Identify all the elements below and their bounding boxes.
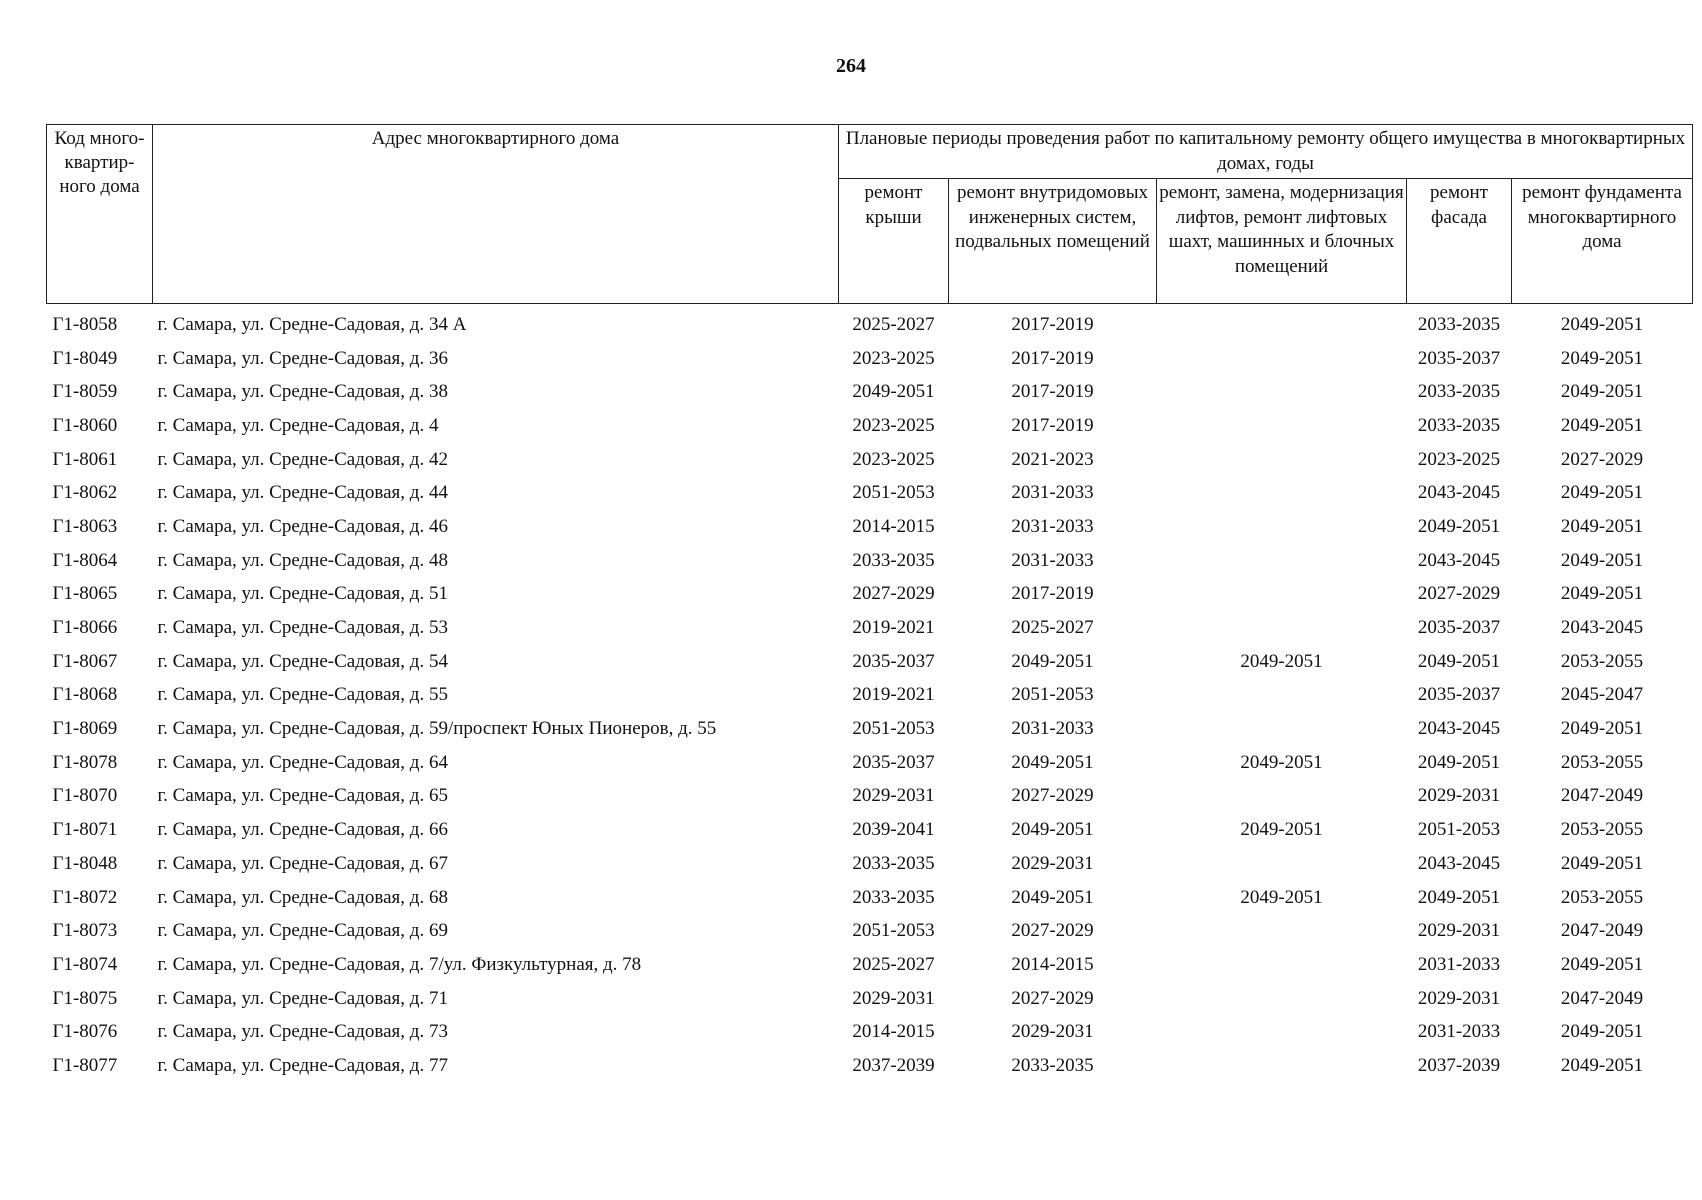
engineering-period: 2033-2035 — [1011, 1054, 1094, 1076]
table-row — [47, 544, 1693, 578]
elevators-period — [1157, 982, 1407, 1016]
house-code: Г1-8060 — [52, 414, 118, 436]
header-facade: ремонт фасада — [1407, 179, 1512, 304]
foundation-period: 2049-2051 — [1560, 1054, 1644, 1076]
elevators-period: 2049-2051 — [1240, 751, 1323, 773]
house-code: Г1-8059 — [52, 381, 118, 403]
header-foundation: ремонт фундамента многоквартирного дома — [1512, 179, 1693, 304]
facade-period: 2031-2033 — [1417, 1021, 1501, 1043]
facade-period: 2031-2033 — [1417, 953, 1501, 975]
house-address: г. Самара, ул. Средне-Садовая, д. 67 — [157, 852, 448, 874]
roof-period: 2029-2031 — [852, 987, 935, 1009]
roof-period: 2033-2035 — [852, 852, 935, 874]
house-address: г. Самара, ул. Средне-Садовая, д. 54 — [157, 650, 448, 672]
table-row — [47, 1049, 1693, 1083]
table-row — [47, 982, 1693, 1016]
house-address: г. Самара, ул. Средне-Садовая, д. 55 — [157, 684, 448, 706]
foundation-period: 2049-2051 — [1560, 549, 1644, 571]
facade-period: 2037-2039 — [1417, 1054, 1501, 1076]
roof-period: 2033-2035 — [852, 886, 935, 908]
foundation-period: 2047-2049 — [1560, 987, 1644, 1009]
house-code: Г1-8071 — [52, 819, 118, 841]
table-row — [47, 409, 1693, 443]
elevators-period — [1157, 1015, 1407, 1049]
house-address: г. Самара, ул. Средне-Садовая, д. 38 — [157, 381, 448, 403]
house-address: г. Самара, ул. Средне-Садовая, д. 36 — [157, 347, 448, 369]
engineering-period: 2049-2051 — [1011, 886, 1094, 908]
capital-repair-table — [46, 124, 1693, 1083]
elevators-period — [1157, 544, 1407, 578]
facade-period: 2029-2031 — [1417, 987, 1501, 1009]
roof-period: 2039-2041 — [852, 819, 935, 841]
house-address: г. Самара, ул. Средне-Садовая, д. 4 — [157, 414, 439, 436]
elevators-period — [1157, 847, 1407, 881]
house-address: г. Самара, ул. Средне-Садовая, д. 68 — [157, 886, 448, 908]
elevators-period — [1157, 780, 1407, 814]
foundation-period: 2049-2051 — [1560, 1021, 1644, 1043]
facade-period: 2051-2053 — [1417, 819, 1501, 841]
roof-period: 2051-2053 — [852, 718, 935, 740]
engineering-period: 2029-2031 — [1011, 852, 1094, 874]
house-address: г. Самара, ул. Средне-Садовая, д. 7/ул. Физкультурная, д. 78 — [157, 953, 642, 975]
foundation-period: 2049-2051 — [1560, 953, 1644, 975]
facade-period: 2035-2037 — [1417, 684, 1501, 706]
facade-period: 2027-2029 — [1417, 583, 1501, 605]
house-address: г. Самара, ул. Средне-Садовая, д. 44 — [157, 482, 448, 504]
table-row — [47, 645, 1693, 679]
engineering-period: 2017-2019 — [1011, 313, 1094, 335]
roof-period: 2029-2031 — [852, 785, 935, 807]
roof-period: 2051-2053 — [852, 920, 935, 942]
elevators-period — [1157, 510, 1407, 544]
table-row — [47, 780, 1693, 814]
engineering-period: 2027-2029 — [1011, 920, 1094, 942]
facade-period: 2043-2045 — [1417, 718, 1501, 740]
facade-period: 2029-2031 — [1417, 785, 1501, 807]
elevators-period — [1157, 948, 1407, 982]
elevators-period — [1157, 914, 1407, 948]
house-address: г. Самара, ул. Средне-Садовая, д. 69 — [157, 920, 448, 942]
house-code: Г1-8068 — [52, 684, 118, 706]
roof-period: 2014-2015 — [852, 515, 935, 537]
facade-period: 2049-2051 — [1417, 515, 1501, 537]
house-code: Г1-8067 — [52, 650, 118, 672]
facade-period: 2033-2035 — [1417, 381, 1501, 403]
elevators-period — [1157, 443, 1407, 477]
facade-period: 2049-2051 — [1417, 751, 1501, 773]
roof-period: 2025-2027 — [852, 313, 935, 335]
house-code: Г1-8069 — [52, 718, 118, 740]
foundation-period: 2053-2055 — [1560, 650, 1644, 672]
engineering-period: 2029-2031 — [1011, 1021, 1094, 1043]
page-number: 264 — [836, 55, 866, 77]
house-address: г. Самара, ул. Средне-Садовая, д. 64 — [157, 751, 448, 773]
house-code: Г1-8074 — [52, 953, 118, 975]
header-engineering: ремонт внутридомовых инженерных систем, подвальных помещений — [949, 179, 1157, 304]
engineering-period: 2025-2027 — [1011, 617, 1094, 639]
table-row — [47, 342, 1693, 376]
table-row — [47, 578, 1693, 612]
house-code: Г1-8072 — [52, 886, 118, 908]
table-row — [47, 746, 1693, 780]
engineering-period: 2017-2019 — [1011, 414, 1094, 436]
engineering-period: 2031-2033 — [1011, 549, 1094, 571]
foundation-period: 2049-2051 — [1560, 852, 1644, 874]
table-row — [47, 611, 1693, 645]
facade-period: 2049-2051 — [1417, 886, 1501, 908]
engineering-period: 2049-2051 — [1011, 650, 1094, 672]
house-code: Г1-8049 — [52, 347, 118, 369]
foundation-period: 2053-2055 — [1560, 886, 1644, 908]
engineering-period: 2049-2051 — [1011, 751, 1094, 773]
elevators-period — [1157, 476, 1407, 510]
house-address: г. Самара, ул. Средне-Садовая, д. 66 — [157, 819, 448, 841]
header-code: Код много-квартир-ного дома — [47, 125, 153, 304]
elevators-period: 2049-2051 — [1240, 650, 1323, 672]
facade-period: 2043-2045 — [1417, 549, 1501, 571]
facade-period: 2043-2045 — [1417, 852, 1501, 874]
roof-period: 2019-2021 — [852, 617, 935, 639]
header-roof: ремонт крыши — [839, 179, 949, 304]
facade-period: 2043-2045 — [1417, 482, 1501, 504]
roof-period: 2023-2025 — [852, 414, 935, 436]
table-row — [47, 813, 1693, 847]
house-address: г. Самара, ул. Средне-Садовая, д. 71 — [157, 987, 448, 1009]
house-code: Г1-8048 — [52, 852, 118, 874]
facade-period: 2033-2035 — [1417, 414, 1501, 436]
header-elevators: ремонт, замена, модернизация лифтов, ремонт лифтовых шахт, машинных и блочных помещений — [1157, 179, 1407, 304]
foundation-period: 2049-2051 — [1560, 313, 1644, 335]
house-address: г. Самара, ул. Средне-Садовая, д. 42 — [157, 448, 448, 470]
roof-period: 2051-2053 — [852, 482, 935, 504]
house-address: г. Самара, ул. Средне-Садовая, д. 53 — [157, 617, 448, 639]
elevators-period — [1157, 712, 1407, 746]
table-row — [47, 914, 1693, 948]
elevators-period — [1157, 409, 1407, 443]
house-code: Г1-8063 — [52, 515, 118, 537]
elevators-period — [1157, 342, 1407, 376]
elevators-period — [1157, 611, 1407, 645]
elevators-period — [1157, 578, 1407, 612]
roof-period: 2023-2025 — [852, 347, 935, 369]
engineering-period: 2017-2019 — [1011, 381, 1094, 403]
facade-period: 2049-2051 — [1417, 650, 1501, 672]
house-address: г. Самара, ул. Средне-Садовая, д. 34 А — [157, 313, 467, 335]
engineering-period: 2049-2051 — [1011, 819, 1094, 841]
house-code: Г1-8078 — [52, 751, 118, 773]
engineering-period: 2017-2019 — [1011, 583, 1094, 605]
table-header — [47, 125, 1693, 304]
foundation-period: 2047-2049 — [1560, 920, 1644, 942]
table-row — [47, 510, 1693, 544]
roof-period: 2035-2037 — [852, 650, 935, 672]
engineering-period: 2027-2029 — [1011, 987, 1094, 1009]
table-row — [47, 712, 1693, 746]
engineering-period: 2031-2033 — [1011, 515, 1094, 537]
house-address: г. Самара, ул. Средне-Садовая, д. 51 — [157, 583, 448, 605]
foundation-period: 2049-2051 — [1560, 381, 1644, 403]
engineering-period: 2027-2029 — [1011, 785, 1094, 807]
foundation-period: 2043-2045 — [1560, 617, 1644, 639]
foundation-period: 2049-2051 — [1560, 583, 1644, 605]
foundation-period: 2049-2051 — [1560, 347, 1644, 369]
house-address: г. Самара, ул. Средне-Садовая, д. 77 — [157, 1054, 448, 1076]
table-row — [47, 679, 1693, 713]
foundation-period: 2027-2029 — [1560, 448, 1644, 470]
table-row — [47, 304, 1693, 342]
house-code: Г1-8066 — [52, 617, 118, 639]
engineering-period: 2031-2033 — [1011, 718, 1094, 740]
engineering-period: 2021-2023 — [1011, 448, 1094, 470]
header-address: Адрес многоквартирного дома — [153, 125, 839, 304]
table-row — [47, 443, 1693, 477]
roof-period: 2033-2035 — [852, 549, 935, 571]
elevators-period — [1157, 679, 1407, 713]
roof-period: 2027-2029 — [852, 583, 935, 605]
roof-period: 2023-2025 — [852, 448, 935, 470]
house-code: Г1-8058 — [52, 313, 118, 335]
roof-period: 2014-2015 — [852, 1021, 935, 1043]
elevators-period — [1157, 1049, 1407, 1083]
facade-period: 2035-2037 — [1417, 347, 1501, 369]
house-address: г. Самара, ул. Средне-Садовая, д. 65 — [157, 785, 448, 807]
elevators-period — [1157, 304, 1407, 342]
house-code: Г1-8064 — [52, 549, 118, 571]
house-code: Г1-8076 — [52, 1021, 118, 1043]
foundation-period: 2053-2055 — [1560, 751, 1644, 773]
elevators-period: 2049-2051 — [1240, 819, 1323, 841]
house-code: Г1-8062 — [52, 482, 118, 504]
house-address: г. Самара, ул. Средне-Садовая, д. 73 — [157, 1021, 448, 1043]
table-row — [47, 1015, 1693, 1049]
roof-period: 2035-2037 — [852, 751, 935, 773]
house-code: Г1-8075 — [52, 987, 118, 1009]
roof-period: 2037-2039 — [852, 1054, 935, 1076]
table-body — [47, 304, 1693, 1083]
roof-period: 2019-2021 — [852, 684, 935, 706]
foundation-period: 2049-2051 — [1560, 414, 1644, 436]
foundation-period: 2049-2051 — [1560, 718, 1644, 740]
foundation-period: 2053-2055 — [1560, 819, 1644, 841]
engineering-period: 2031-2033 — [1011, 482, 1094, 504]
house-code: Г1-8061 — [52, 448, 118, 470]
house-code: Г1-8077 — [52, 1054, 118, 1076]
engineering-period: 2051-2053 — [1011, 684, 1094, 706]
engineering-period: 2017-2019 — [1011, 347, 1094, 369]
house-code: Г1-8065 — [52, 583, 118, 605]
facade-period: 2029-2031 — [1417, 920, 1501, 942]
house-address: г. Самара, ул. Средне-Садовая, д. 59/проспект Юных Пионеров, д. 55 — [157, 718, 717, 740]
foundation-period: 2045-2047 — [1560, 684, 1644, 706]
elevators-period — [1157, 375, 1407, 409]
header-planned-periods: Плановые периоды проведения работ по капитальному ремонту общего имущества в многоквартирных домах, годы — [839, 125, 1693, 179]
elevators-period: 2049-2051 — [1240, 886, 1323, 908]
facade-period: 2035-2037 — [1417, 617, 1501, 639]
table-row — [47, 375, 1693, 409]
house-address: г. Самара, ул. Средне-Садовая, д. 48 — [157, 549, 448, 571]
table-row — [47, 476, 1693, 510]
foundation-period: 2049-2051 — [1560, 482, 1644, 504]
facade-period: 2033-2035 — [1417, 313, 1501, 335]
table-row — [47, 881, 1693, 915]
house-code: Г1-8070 — [52, 785, 118, 807]
table-row — [47, 847, 1693, 881]
house-address: г. Самара, ул. Средне-Садовая, д. 46 — [157, 515, 448, 537]
engineering-period: 2014-2015 — [1011, 953, 1094, 975]
roof-period: 2025-2027 — [852, 953, 935, 975]
foundation-period: 2049-2051 — [1560, 515, 1644, 537]
foundation-period: 2047-2049 — [1560, 785, 1644, 807]
facade-period: 2023-2025 — [1417, 448, 1501, 470]
house-code: Г1-8073 — [52, 920, 118, 942]
roof-period: 2049-2051 — [852, 381, 935, 403]
table-row — [47, 948, 1693, 982]
